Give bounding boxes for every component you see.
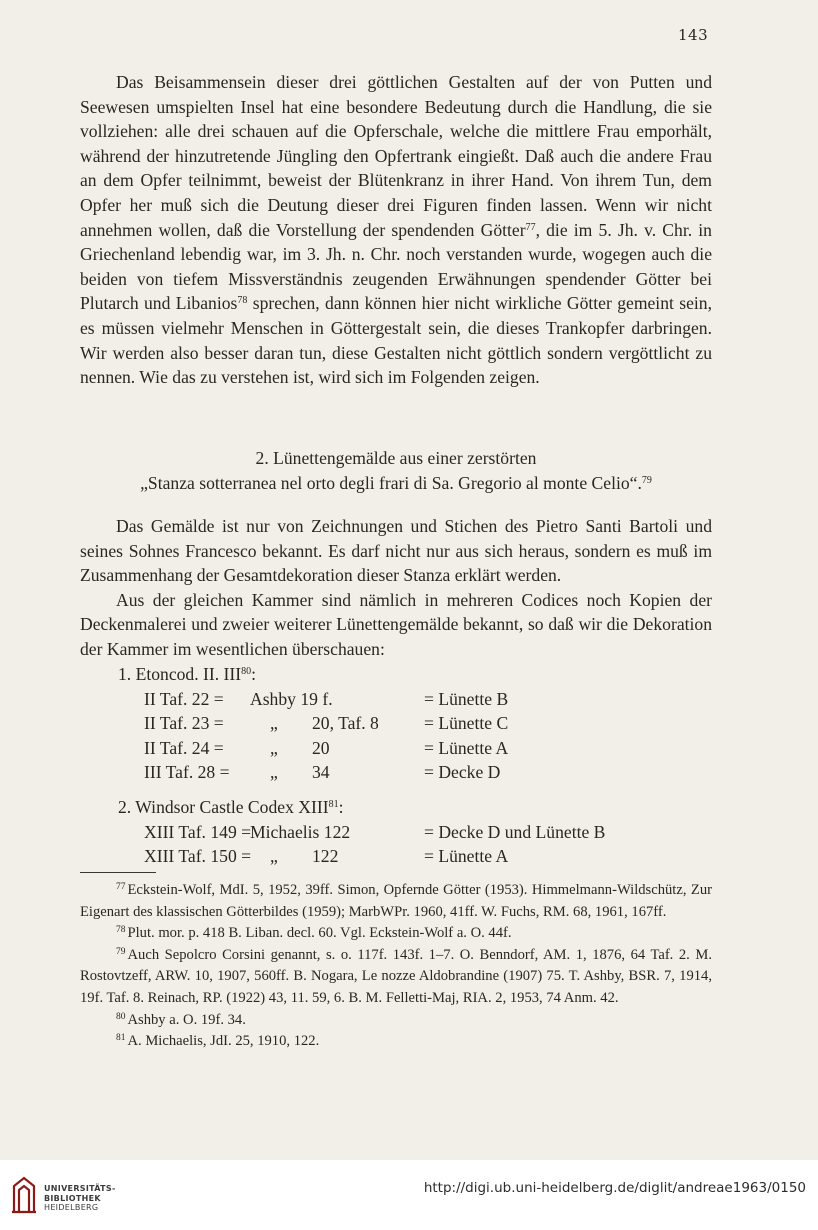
library-footer <box>0 1160 818 1230</box>
footnote-ref-81[interactable]: 81 <box>328 798 339 810</box>
list-row <box>118 820 718 845</box>
row-target: = Decke D und Lünette B <box>424 821 606 842</box>
footnote-ref-80[interactable]: 80 <box>241 666 252 677</box>
section-2-text <box>80 514 712 662</box>
footnote-77 <box>80 880 712 923</box>
row-target: = Decke D <box>424 762 501 783</box>
footnote-text: Plut. mor. p. 418 B. Liban. decl. 60. Vgl. Eckstein-Wolf a. O. 44f. <box>127 925 512 942</box>
paragraph-1-part-2: , die im 5. Jh. v. Chr. in Griechenland lebendig war, im 3. Jh. n. Chr. noch verstanden wurde, wogegen auch die beiden von tiefem Missverständnis zeugenden Erwähnungen spendender Götter bei Plutarch und Libanios <box>80 219 712 314</box>
heading-line-2-text: „Stanza sotterranea nel orto degli frari di Sa. Gregorio al monte Celio“. <box>140 472 642 493</box>
list-row <box>118 760 718 785</box>
footnote-number: 79 <box>116 946 126 957</box>
list-item-2-title-text: 2. Windsor Castle Codex XIII <box>118 796 329 817</box>
paragraph-1-part-1: Das Beisammensein dieser drei göttlichen Gestalten auf der von Putten und Seewesen umspielten Insel hat eine besondere Bedeutung durch die Handlung, die sie vollziehen: alle drei schauen auf die Opferschale, welche die mittlere Frau emporhält, während der hinzutretende Jüngling den Opfertrank eingießt. Daß auch die andere Frau an dem Opfer teilnimmt, beweist der Blütenkranz in ihrer Hand. Von ihrem Tun, dem Opfer her muß sich die Deutung dieser drei Figuren finden lassen. Wenn wir nicht annehmen wollen, daß die Vorstellung der spendenden Götter <box>80 72 712 240</box>
row-source: 122 <box>312 846 339 867</box>
row-source: 34 <box>312 762 330 783</box>
list-item-2-title: 2. Windsor Castle Codex XIII$^{81}$: <box>118 796 344 817</box>
footnote-text: Auch Sepolcro Corsini genannt, s. o. 117f. 143f. 1–7. O. Benndorf, AM. 1, 1876, 64 Taf. 2. M. Rostovtzeff, ARW. 10, 1907, 560ff. B. Nogara, Le nozze Aldobrandine (1907) 75. T. Ashby, BSR. 7, 1914, 19f. Taf. 8. Reinach, RP. (1922) 43, 11. 59, 6. B. M. Felletti-Maj, RIA. 2, 1953, 74 Anm. 42. <box>80 946 712 1006</box>
codex-list <box>118 662 718 869</box>
row-ref: II Taf. 22 = <box>144 688 224 709</box>
footnote-divider <box>80 872 156 873</box>
footnote-81 <box>80 1031 712 1053</box>
library-name <box>44 1184 116 1213</box>
permalink-url[interactable]: http://digi.ub.uni-heidelberg.de/diglit/andreae1963/0150 <box>423 1180 806 1196</box>
footnote-number: 77 <box>116 882 126 892</box>
row-ref: II Taf. 23 = <box>144 713 224 734</box>
paragraph-1 <box>80 70 712 390</box>
footnote-text: Ashby a. O. 19f. 34. <box>127 1011 246 1028</box>
row-source: 20 <box>312 737 330 758</box>
page-number: 143 <box>678 26 709 44</box>
row-ref: XIII Taf. 149 = <box>144 821 252 842</box>
heading-line-1: 2. Lünettengemälde aus einer zerstörten <box>255 448 537 468</box>
list-row <box>118 736 718 761</box>
footnote-80 <box>80 1010 712 1032</box>
row-target: = Lünette B <box>424 688 509 709</box>
footnote-number: 78 <box>116 925 126 936</box>
paragraph-2: Das Gemälde ist nur von Zeichnungen und Stichen des Pietro Santi Bartoli und seines Sohnes Francesco bekannt. Es darf nicht nur aus sich heraus, sondern es muß im Zusammenhang der Gesamtdekoration dieser Stanza erklärt werden. <box>80 516 712 586</box>
row-source: Ashby 19 f. <box>250 688 333 709</box>
university-library-logo-icon <box>10 1176 38 1216</box>
row-ref: III Taf. 28 = <box>144 762 230 783</box>
footnote-79 <box>80 945 712 1010</box>
footnote-ref-79[interactable]: 79 <box>641 474 652 486</box>
row-ditto: „ <box>270 737 278 758</box>
list-item-1-title: 1. Etoncod. II. III$^{80}$: <box>118 664 257 684</box>
row-ditto: „ <box>270 762 278 783</box>
paragraph-3: Aus der gleichen Kammer sind nämlich in mehreren Codices noch Kopien der Deckenmalerei und zweier weiterer Lünettengemälde bekannt, so daß wir die Dekoration der Kammer im wesentlichen überschauen: <box>80 589 712 659</box>
footnote-ref-77[interactable]: 77 <box>525 221 536 233</box>
footnote-ref-78[interactable]: 78 <box>237 295 248 307</box>
row-target: = Lünette A <box>424 846 509 867</box>
library-name-line-2: BIBLIOTHEK <box>44 1193 101 1203</box>
footnote-number: 81 <box>116 1033 126 1044</box>
row-source: 20, Taf. 8 <box>312 713 379 734</box>
footnote-number: 80 <box>116 1011 126 1022</box>
footnotes <box>80 880 712 1053</box>
heading-line-2 <box>80 471 712 496</box>
library-name-line-1: UNIVERSITÄTS- <box>44 1184 116 1193</box>
row-ditto: „ <box>270 846 278 867</box>
row-target: = Lünette A <box>424 737 509 758</box>
row-source: Michaelis 122 <box>250 821 351 842</box>
footnote-text: A. Michaelis, JdI. 25, 1910, 122. <box>127 1033 320 1050</box>
row-ref: XIII Taf. 150 = <box>144 846 252 867</box>
footnote-text: Eckstein-Wolf, MdI. 5, 1952, 39ff. Simon, Opfernde Götter (1953). Himmelmann-Wildschütz, Zur Eigenart des klassischen Götterbildes (1959); MarbWPr. 1960, 41ff. W. Fuchs, RM. 68, 1961, 167ff. <box>80 882 712 920</box>
library-name-line-3: HEIDELBERG <box>44 1203 99 1212</box>
paragraph-1-part-3: sprechen, dann können hier nicht wirkliche Götter gemeint sein, es müssen vielmehr Menschen in Göttergestalt sein, die dieses Trankopfer darbringen. Wir werden also besser daran tun, diese Gestalten nicht göttlich sondern vergöttlicht zu nennen. Wie das zu verstehen ist, wird sich im Folgenden zeigen. <box>80 293 712 388</box>
row-ref: II Taf. 24 = <box>144 737 224 758</box>
row-ditto: „ <box>270 713 278 734</box>
section-heading <box>80 446 712 495</box>
list-row <box>118 687 718 712</box>
list-row <box>118 711 718 736</box>
list-row <box>118 844 718 869</box>
footnote-78 <box>80 923 712 945</box>
list-item-1-title-text: 1. Etoncod. II. III <box>118 664 242 684</box>
row-target: = Lünette C <box>424 713 509 734</box>
